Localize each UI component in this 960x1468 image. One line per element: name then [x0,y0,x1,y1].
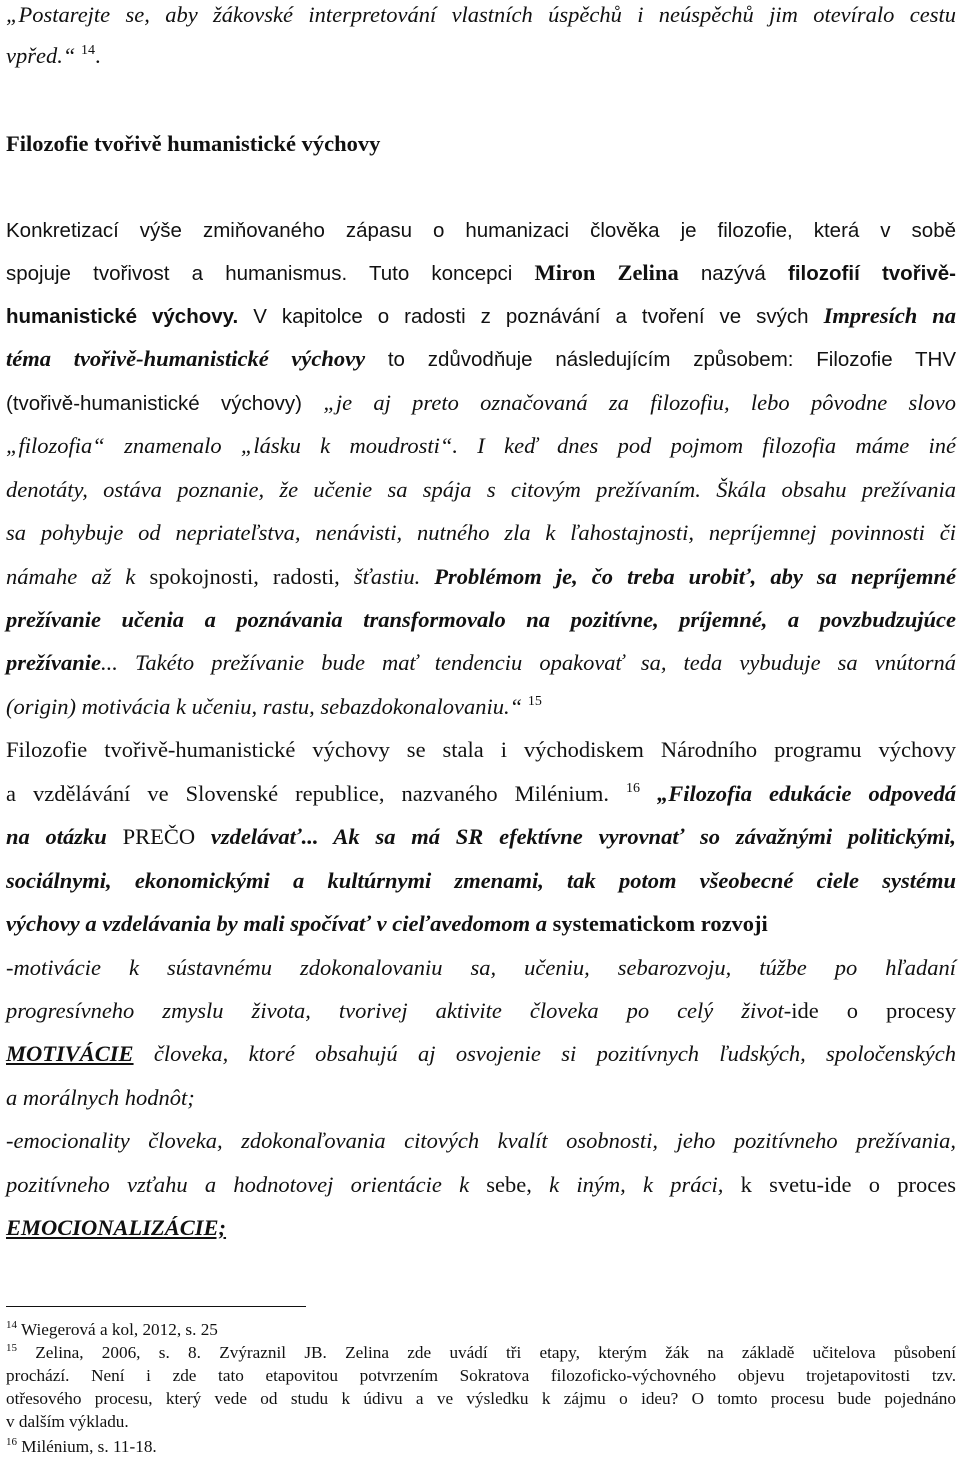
text-run: k [459,1172,470,1197]
text-run: Problémom je, čo treba urobiť, aby sa nepríjemné [420,564,957,589]
text-run: humanistické výchovy. [6,305,239,328]
text-run: Postarejte se, aby žákovské interpretování vlastních úspěchů i neúspěchů jim otevíralo cestu [18,2,956,27]
text-run: Wiegerová a kol, 2012, s. 25 [17,1320,218,1339]
footnote-line [6,1320,218,1339]
text-run: systematickom rozvoji [552,911,768,936]
paragraph-line [6,346,956,373]
paragraph-line [6,650,956,676]
text-run: sa pohybuje od nepriateľstva, nenávisti, nutného zla k ľahostajnosti, nepríjemnej povinnosti či [6,520,956,545]
footnote-line [6,1366,956,1385]
text-run: „ [6,2,19,27]
text-run: Miron Zelina [534,260,679,285]
text-run: prochází. Není i zde tato etapovitou potvrzením Sokratova filozoficko-výchovného objevu trojetapovitosti tzv. [6,1366,956,1385]
text-run: spokojnosti, radosti, [149,564,354,589]
footnote-line [6,1389,956,1408]
paragraph-line [6,477,956,503]
paragraph-line [6,1041,956,1067]
text-run: k [549,1172,577,1197]
text-run: Filozofie tvořivě-humanistické výchovy se stala i východiskem Národního programu výchovy [6,737,956,762]
text-run: denotáty, ostáva poznanie, že učenie sa spája s citovým prežívaním. Škála obsahu prežívania [6,477,956,502]
text-run: a vzdělávání ve Slovenské republice, nazvaného Milénium. [6,781,627,806]
text-run: to zdůvodňuje následujícím způsobem: Filozofie THV [365,348,956,371]
text-run: vzdelávať... Ak sa má SR efektívne vyrovnať so závažnými politickými, [210,824,956,849]
footnote-reference: 15 [527,694,542,709]
footnote-line [6,1412,129,1431]
text-run: prežívanie učenia a poznávania transformovalo na pozitívne, príjemné, a povzbudzujúce [6,607,956,632]
paragraph-line [6,390,956,417]
text-run: ... Takéto prežívanie bude mať tendenciu opakovať sa, teda vybuduje sa vnútorná [101,650,956,675]
text-run: námahe až k [6,564,150,589]
text-run: Filozofie tvořivě humanistické výchovy [6,131,381,156]
text-run: iným, k práci, [576,1172,741,1197]
footnote-reference: 15 [6,1342,17,1354]
paragraph-line [6,911,768,937]
paragraph-line [6,781,956,807]
text-run: progresívneho zmyslu života, tvorivej aktivite človeka po celý život [6,998,784,1023]
text-run: Impresích na [823,303,956,328]
text-run: na otázku [6,824,123,849]
text-run: . [95,43,101,68]
paragraph-line [6,43,101,69]
paragraph-line [6,998,956,1024]
section-heading [6,131,380,157]
text-run: človeka, ktoré obsahujú aj osvojenie si pozitívnych ľudských, spoločenských [133,1041,956,1066]
paragraph-line [6,1215,226,1241]
text-run: (tvořivě-humanistické výchovy) [6,392,324,415]
footnote-reference: 16 [626,781,641,796]
text-run: Milénium, s. 11-18. [17,1437,157,1456]
text-run: svetu-ide o proces [751,1172,956,1197]
text-run: šťastiu. [353,564,421,589]
text-run: sebe, [469,1172,550,1197]
text-run: -emocionality človeka, zdokonaľovania citových kvalít osobnosti, jeho pozitívneho prežívania, [6,1128,956,1153]
paragraph-line [6,607,956,633]
footnote-line [6,1437,157,1456]
footnote-reference: 14 [6,1319,17,1331]
paragraph-line [6,1085,195,1111]
text-run: a [6,1085,23,1110]
paragraph-line [6,303,956,330]
text-run: „filozofia“ znamenalo „lásku k moudrosti“. I keď dnes pod pojmom filozofia máme iné [6,433,956,458]
paragraph-line [6,564,956,590]
text-run: morálnych hodnôt; [22,1085,195,1110]
text-run: (origin) motivácia k učeniu, rastu, sebazdokonalovaniu.“ [6,694,528,719]
paragraph-line [6,260,956,287]
text-run: „Filozofia edukácie odpovedá [640,781,956,806]
text-run: vpřed.“ [6,43,76,68]
text-run: spojuje tvořivost a humanismus. [6,262,369,285]
footnote-divider [6,1306,306,1307]
text-run: Konkretizací výše zmiňovaného zápasu o humanizaci člověka je filozofie, která v sobě [6,219,956,242]
footnote-line [6,1343,956,1362]
footnote-reference: 14 [81,43,95,58]
paragraph-line [6,520,956,546]
text-run: Tuto koncepci [368,262,535,285]
text-run: filozofií tvořivě- [788,262,956,285]
paragraph-line [6,2,956,28]
text-run: nazývá [678,262,789,285]
text-run: EMOCIONALIZÁCIE; [6,1215,227,1240]
footnote-reference: 16 [6,1436,17,1448]
text-run: V kapitolce o radosti z poznávání a tvoření ve svých [238,305,824,328]
paragraph-line [6,217,956,244]
text-run: -ide o procesy [783,998,956,1023]
paragraph-line [6,824,956,850]
paragraph-line [6,737,956,763]
text-run: prežívanie [6,650,101,675]
paragraph-line [6,1172,956,1198]
paragraph-line [6,955,956,981]
text-run: Zelina, 2006, s. 8. Zvýraznil JB. Zelina zde uvádí tři etapy, kterým žák na základě učitelova působení [17,1343,956,1362]
paragraph-line [6,868,956,894]
text-run: „je aj preto označovaná za filozofiu, lebo pôvodne slovo [323,390,956,415]
paragraph-line [6,1128,956,1154]
text-run: -motivácie k sústavnému zdokonalovaniu sa, učeniu, sebarozvoju, túžbe po hľadaní [6,955,956,980]
text-run: MOTIVÁCIE [6,1041,134,1066]
text-run: výchovy a vzdelávania by mali spočívať v cieľavedomom a [6,911,553,936]
text-run: téma tvořivě-humanistické výchovy [6,346,366,371]
text-run: pozitívneho vzťahu a hodnotovej orientácie [6,1172,460,1197]
paragraph-line [6,694,542,720]
text-run: k [740,1172,752,1197]
text-run: v dalším výkladu. [6,1412,129,1431]
text-run: sociálnymi, ekonomickými a kultúrnymi zmenami, tak potom všeobecné ciele systému [6,868,956,893]
text-run: PREČO [122,824,211,849]
paragraph-line [6,433,956,459]
text-run: otřesového procesu, který vede od studu k údivu a ve výsledku k zájmu o ideu? O tomto procesu bude pojednáno [6,1389,956,1408]
